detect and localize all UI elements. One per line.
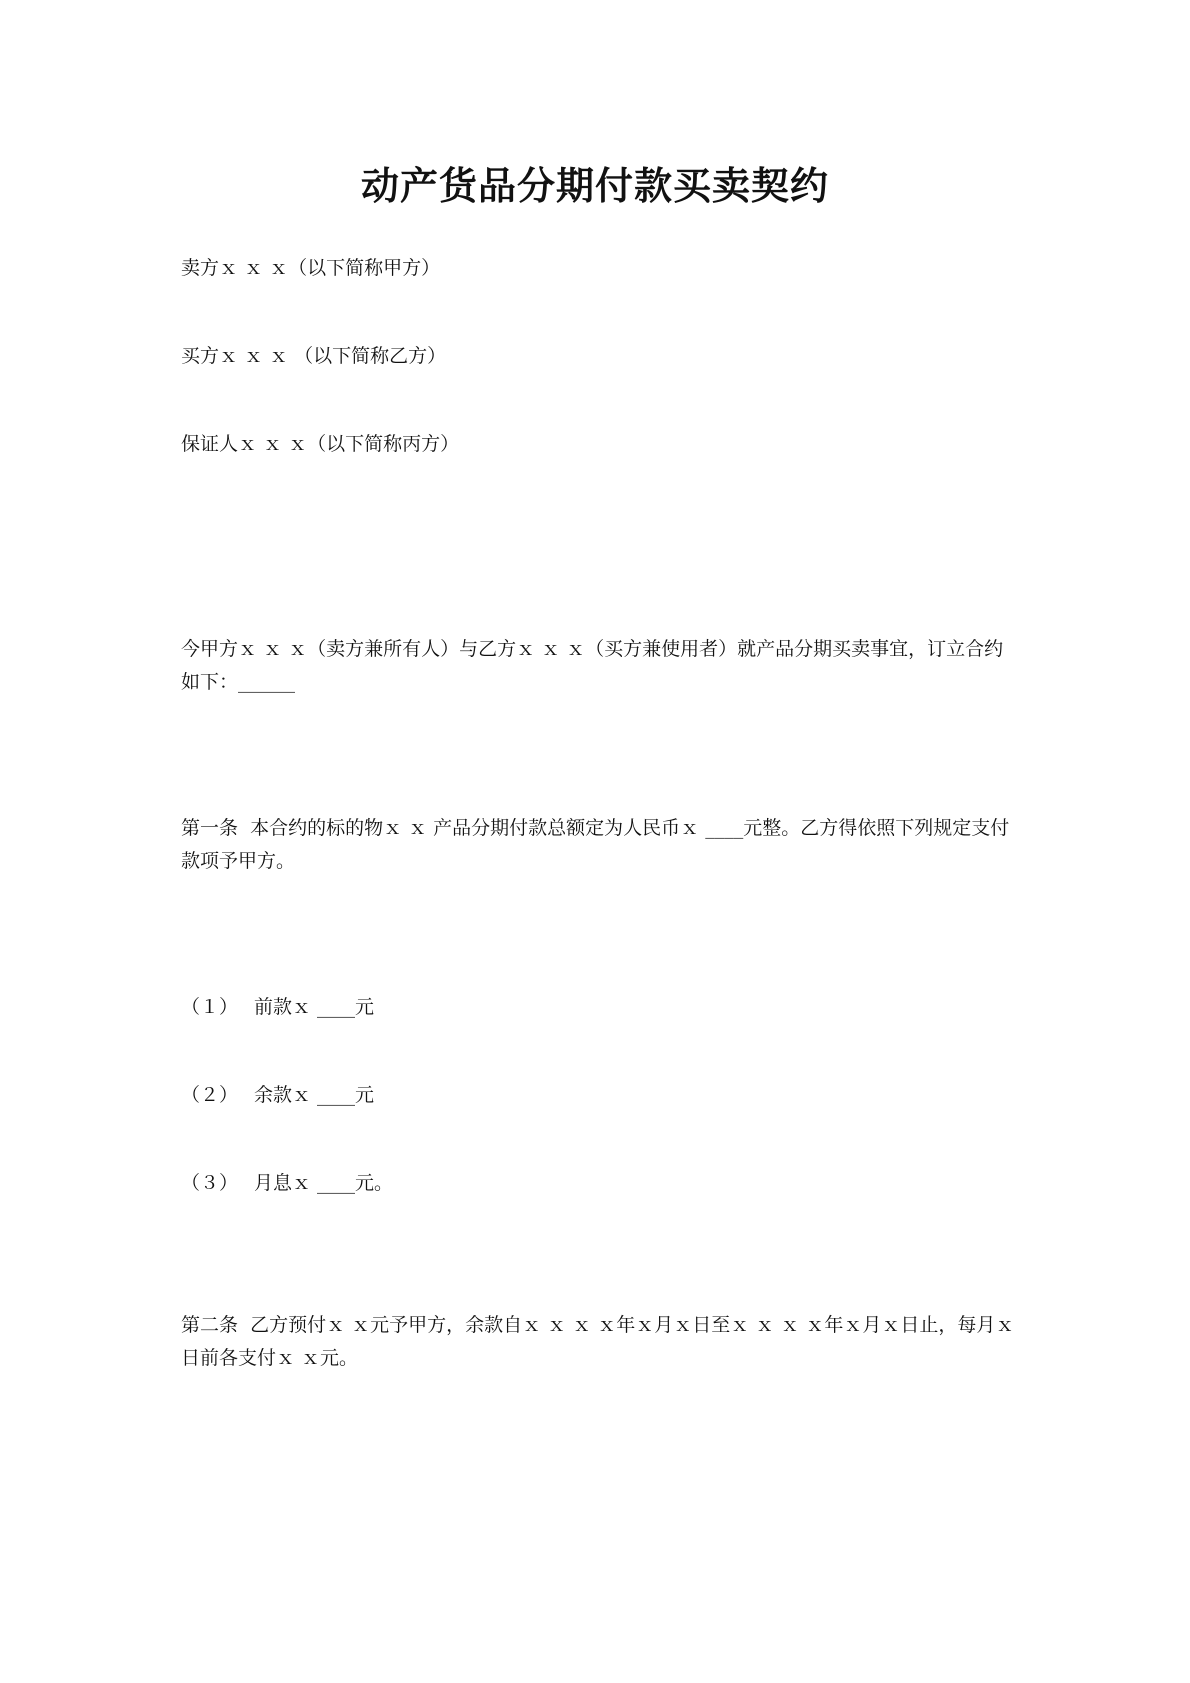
guarantor-party-line: 保证人ｘ ｘ ｘ（以下简称丙方） xyxy=(181,433,460,455)
payment-item-text: 月息ｘ ____元。 xyxy=(254,1172,394,1194)
seller-party-line: 卖方ｘ ｘ ｘ（以下简称甲方） xyxy=(181,257,441,279)
payment-item-number: （１） xyxy=(181,996,239,1018)
payment-item-text: 前款ｘ ____元 xyxy=(254,996,375,1018)
article-2-paragraph: 第二条 乙方预付ｘ ｘ元予甲方，余款自ｘ ｘ ｘ ｘ年ｘ月ｘ日至ｘ ｘ ｘ ｘ年ｘ月ｘ日止，每月ｘ日前各支付ｘ ｘ元。 xyxy=(181,1314,1015,1369)
buyer-party-line: 买方ｘ ｘ ｘ （以下简称乙方） xyxy=(181,345,447,367)
document-title: 动产货品分期付款买卖契约 xyxy=(360,163,829,208)
payment-item-1 xyxy=(181,991,1017,1024)
payment-item-2 xyxy=(181,1079,1017,1112)
payment-item-number: （３） xyxy=(181,1172,239,1194)
payment-item-text: 余款ｘ ____元 xyxy=(254,1084,375,1106)
article-1-paragraph: 第一条 本合约的标的物ｘ ｘ 产品分期付款总额定为人民币ｘ ____元整。乙方得依照下列规定支付款项予甲方。 xyxy=(181,817,1010,872)
payment-item-number: （２） xyxy=(181,1084,239,1106)
preamble-paragraph: 今甲方ｘ ｘ ｘ（卖方兼所有人）与乙方ｘ ｘ ｘ（买方兼使用者）就产品分期买卖事宜，订立合约如下：______ xyxy=(181,638,1004,693)
payment-item-3 xyxy=(181,1167,1017,1200)
